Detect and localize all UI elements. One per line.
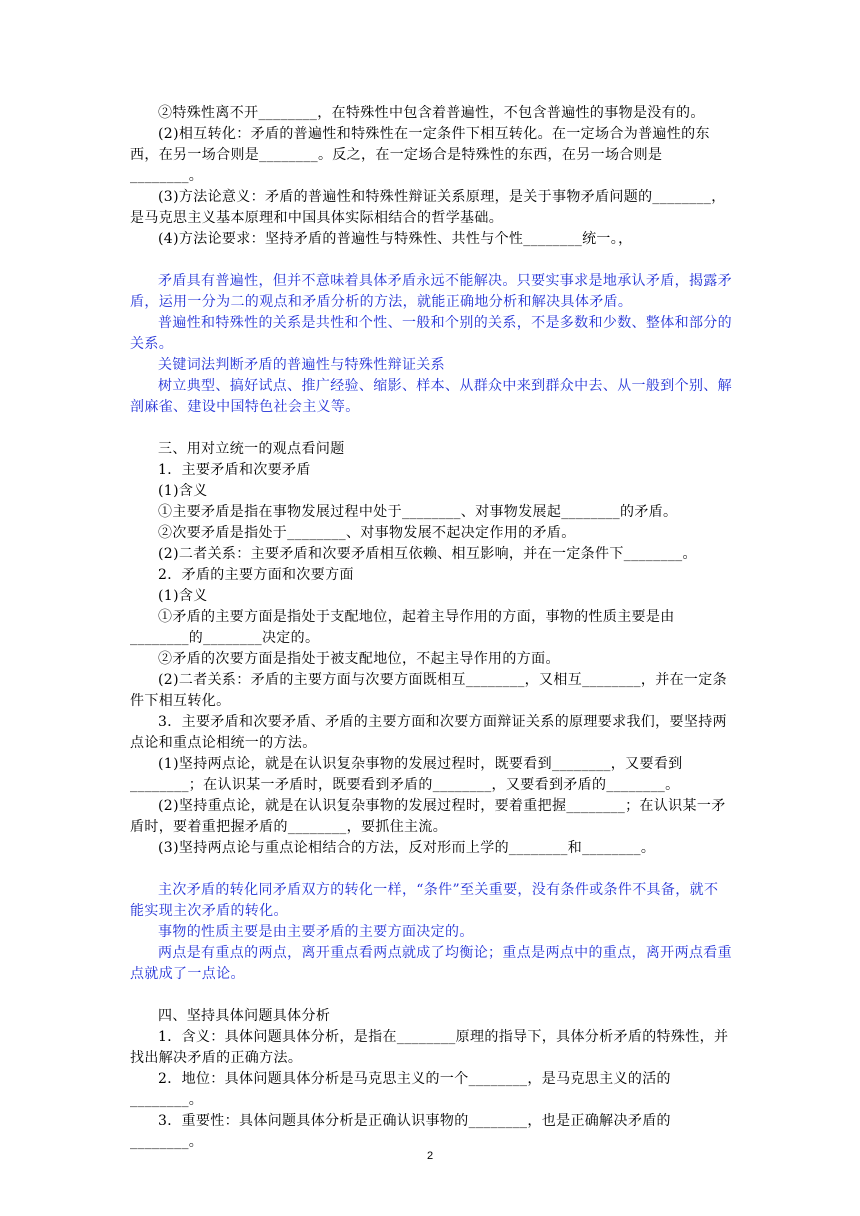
note-paragraph: 普遍性和特殊性的关系是共性和个性、一般和个别的关系，不是多数和少数、整体和部分的关系。 (130, 315, 732, 352)
paragraph: (4)方法论要求：坚持矛盾的普遍性与特殊性、共性与个性________统一。， (158, 231, 633, 247)
spacer (130, 985, 732, 1006)
paragraph: ②特殊性离不开________，在特殊性中包含着普遍性，不包含普遍性的事物是没有的。 (158, 105, 705, 121)
paragraph: (1)含义 (158, 483, 208, 499)
note-paragraph: 主次矛盾的转化同矛盾双方的转化一样，“条件”至关重要，没有条件或条件不具备，就不能实现主次矛盾的转化。 (130, 882, 719, 919)
paragraph: (2)相互转化：矛盾的普遍性和特殊性在一定条件下相互转化。在一定场合为普遍性的东西，在另一场合则是________。反之，在一定场合是特殊性的东西，在另一场合则是________。 (130, 126, 710, 184)
paragraph: (2)坚持重点论，就是在认识复杂事物的发展过程时，要着重把握________；在认识某一矛盾时，要着重把握矛盾的________，要抓住主流。 (130, 798, 726, 835)
note-paragraph: 两点是有重点的两点，离开重点看两点就成了均衡论；重点是两点中的重点，离开两点看重点就成了一点论。 (130, 945, 732, 982)
paragraph: (1)含义 (158, 588, 208, 604)
page-number: 2 (426, 1150, 434, 1162)
spacer (130, 859, 732, 880)
subsection-heading: 2．矛盾的主要方面和次要方面 (158, 567, 354, 583)
note-paragraph: 树立典型、搞好试点、推广经验、缩影、样本、从群众中来到群众中去、从一般到个别、解剖麻雀、建设中国特色社会主义等。 (130, 378, 732, 415)
note-heading: 关键词法判断矛盾的普遍性与特殊性辩证关系 (158, 357, 445, 373)
paragraph: 3．主要矛盾和次要矛盾、矛盾的主要方面和次要方面辩证关系的原理要求我们，要坚持两点论和重点论相统一的方法。 (130, 714, 727, 751)
paragraph: (3)坚持两点论与重点论相结合的方法，反对形而上学的________和________。 (158, 840, 656, 856)
subsection-heading: 1．主要矛盾和次要矛盾 (158, 462, 311, 478)
paragraph: 3．重要性：具体问题具体分析是正确认识事物的________，也是正确解决矛盾的________。 (130, 1113, 671, 1150)
spacer (130, 250, 732, 271)
section-heading: 四、坚持具体问题具体分析 (158, 1008, 331, 1024)
paragraph: (1)坚持两点论，就是在认识复杂事物的发展过程时，既要看到________，又要看到________；在认识某一矛盾时，既要看到矛盾的________，又要看到矛盾的________。 (130, 756, 683, 793)
paragraph: 2．地位：具体问题具体分析是马克思主义的一个________，是马克思主义的活的________。 (130, 1071, 671, 1108)
paragraph: ①矛盾的主要方面是指处于支配地位，起着主导作用的方面，事物的性质主要是由________的________决定的。 (130, 609, 675, 646)
paragraph: ②矛盾的次要方面是指处于被支配地位，不起主导作用的方面。 (158, 651, 560, 667)
spacer (130, 418, 732, 439)
paragraph: (2)二者关系：矛盾的主要方面与次要方面既相互________，又相互________，并在一定条件下相互转化。 (130, 672, 727, 709)
page-content (130, 103, 732, 1153)
paragraph: ①主要矛盾是指在事物发展过程中处于________、对事物发展起________的矛盾。 (158, 504, 678, 520)
note-paragraph: 矛盾具有普遍性，但并不意味着具体矛盾永远不能解决。只要实事求是地承认矛盾，揭露矛盾，运用一分为二的观点和矛盾分析的方法，就能正确地分析和解决具体矛盾。 (130, 273, 732, 310)
paragraph: (2)二者关系：主要矛盾和次要矛盾相互依赖、相互影响，并在一定条件下________。 (158, 546, 697, 562)
paragraph: 1．含义：具体问题具体分析，是指在________原理的指导下，具体分析矛盾的特殊性，并找出解决矛盾的正确方法。 (130, 1029, 729, 1066)
paragraph: ②次要矛盾是指处于________、对事物发展不起决定作用的矛盾。 (158, 525, 576, 541)
note-paragraph: 事物的性质主要是由主要矛盾的主要方面决定的。 (158, 924, 474, 940)
section-heading: 三、用对立统一的观点看问题 (158, 441, 345, 457)
paragraph: (3)方法论意义：矛盾的普遍性和特殊性辩证关系原理，是关于事物矛盾问题的________，是马克思主义基本原理和中国具体实际相结合的哲学基础。 (130, 189, 726, 226)
